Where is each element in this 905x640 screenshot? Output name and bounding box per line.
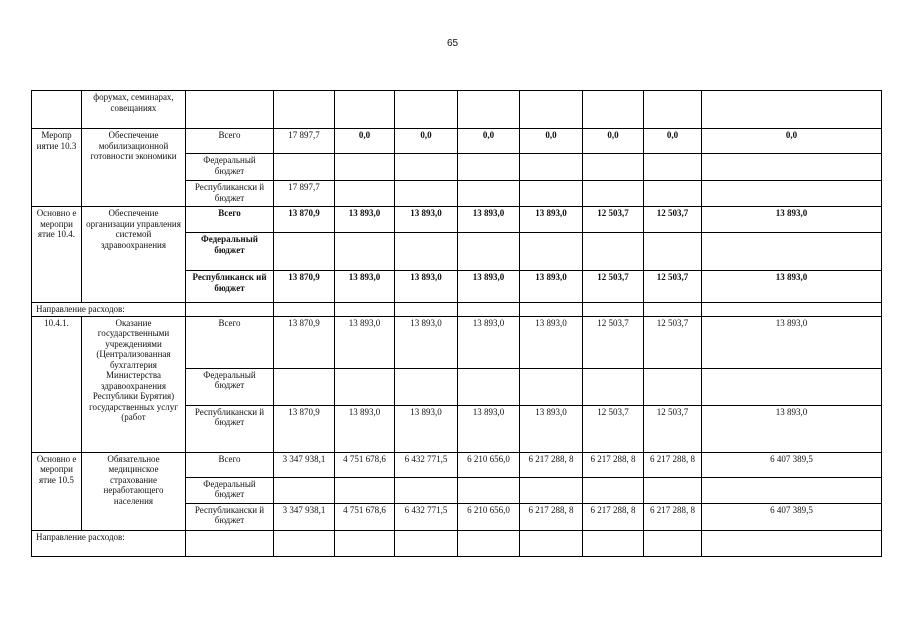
value-cell: 17 897,7: [274, 181, 335, 207]
value-cell: 13 893,0: [458, 271, 520, 303]
value-cell: 13 893,0: [702, 316, 882, 368]
table-row: [32, 303, 882, 317]
value-cell: 0,0: [644, 129, 702, 154]
value-cell: [583, 233, 644, 271]
measure-code: Меропр иятие 10.3: [32, 129, 82, 207]
value-cell: 13 870,9: [274, 316, 335, 368]
source-label: Республикански й бюджет: [186, 503, 274, 530]
value-cell: [458, 154, 520, 181]
value-cell: 13 893,0: [520, 207, 583, 233]
value-cell: [583, 181, 644, 207]
value-cell: 0,0: [335, 129, 395, 154]
value-cell: 6 407 389,5: [702, 503, 882, 530]
value-cell: 12 503,7: [583, 271, 644, 303]
value-cell: [395, 181, 458, 207]
value-cell: 13 893,0: [520, 405, 583, 452]
value-cell: [583, 368, 644, 405]
value-cell: [702, 233, 882, 271]
source-label: Всего: [186, 207, 274, 233]
table-row: [32, 91, 882, 129]
expense-direction-label: Направление расходов:: [32, 303, 186, 317]
value-cell: 6 217 288, 8: [583, 452, 644, 477]
measure-name: Обязательное медицинское страхование неработающего населения: [82, 452, 186, 530]
value-cell: 13 893,0: [702, 207, 882, 233]
value-cell: 6 210 656,0: [458, 452, 520, 477]
value-cell: 6 432 771,5: [395, 452, 458, 477]
table-cell: [458, 91, 520, 129]
table-cell: [583, 303, 644, 317]
value-cell: 6 217 288, 8: [520, 452, 583, 477]
value-cell: 4 751 678,6: [335, 503, 395, 530]
value-cell: 6 407 389,5: [702, 452, 882, 477]
source-label: Республикански й бюджет: [186, 181, 274, 207]
value-cell: [274, 233, 335, 271]
value-cell: [644, 181, 702, 207]
value-cell: [395, 368, 458, 405]
value-cell: [520, 181, 583, 207]
value-cell: 12 503,7: [644, 207, 702, 233]
value-cell: 13 870,9: [274, 271, 335, 303]
table-cell: [335, 91, 395, 129]
budget-table: [31, 90, 882, 557]
value-cell: [583, 477, 644, 503]
value-cell: [644, 154, 702, 181]
measure-code: 10.4.1.: [32, 316, 82, 452]
table-cell: [702, 303, 882, 317]
value-cell: 13 893,0: [395, 271, 458, 303]
value-cell: 13 893,0: [335, 207, 395, 233]
value-cell: [644, 477, 702, 503]
value-cell: 13 893,0: [395, 405, 458, 452]
value-cell: [395, 154, 458, 181]
value-cell: [274, 154, 335, 181]
value-cell: [702, 181, 882, 207]
value-cell: [335, 368, 395, 405]
value-cell: [458, 368, 520, 405]
table-row: [32, 207, 882, 233]
table-cell: [274, 91, 335, 129]
value-cell: [458, 181, 520, 207]
value-cell: 13 893,0: [395, 316, 458, 368]
table-cell: [186, 303, 274, 317]
table-cell: [702, 530, 882, 556]
source-label: Федеральный бюджет: [186, 477, 274, 503]
value-cell: [395, 477, 458, 503]
table-cell: [32, 91, 82, 129]
value-cell: [274, 368, 335, 405]
value-cell: [335, 233, 395, 271]
value-cell: 12 503,7: [583, 405, 644, 452]
value-cell: [644, 233, 702, 271]
table-cell: [644, 530, 702, 556]
value-cell: 12 503,7: [644, 405, 702, 452]
value-cell: 17 897,7: [274, 129, 335, 154]
table-cell: [395, 530, 458, 556]
value-cell: 0,0: [458, 129, 520, 154]
source-label: Всего: [186, 452, 274, 477]
table-cell: [458, 303, 520, 317]
table-cell: [274, 303, 335, 317]
value-cell: 6 432 771,5: [395, 503, 458, 530]
table-cell: [520, 530, 583, 556]
value-cell: [702, 368, 882, 405]
table-cell: [520, 303, 583, 317]
value-cell: [520, 477, 583, 503]
value-cell: 13 870,9: [274, 207, 335, 233]
value-cell: [395, 233, 458, 271]
value-cell: [520, 233, 583, 271]
source-label: Республиканск ий бюджет: [186, 271, 274, 303]
value-cell: 12 503,7: [583, 207, 644, 233]
table-row: [32, 129, 882, 154]
value-cell: [335, 181, 395, 207]
source-label: Федеральный бюджет: [186, 233, 274, 271]
table-cell: [644, 91, 702, 129]
table-cell: [702, 91, 882, 129]
value-cell: 13 893,0: [520, 271, 583, 303]
value-cell: 0,0: [520, 129, 583, 154]
source-label: Федеральный бюджет: [186, 154, 274, 181]
measure-name: Обеспечение организации управления системой здравоохранения: [82, 207, 186, 303]
table-row: [32, 452, 882, 477]
source-label: Всего: [186, 129, 274, 154]
page-number: 65: [446, 38, 459, 49]
value-cell: 6 217 288, 8: [583, 503, 644, 530]
measure-name: Обеспечение мобилизационной готовности экономики: [82, 129, 186, 207]
value-cell: 13 870,9: [274, 405, 335, 452]
value-cell: [458, 477, 520, 503]
table-cell: [583, 530, 644, 556]
value-cell: 12 503,7: [583, 316, 644, 368]
value-cell: 13 893,0: [458, 316, 520, 368]
value-cell: 13 893,0: [395, 207, 458, 233]
value-cell: 4 751 678,6: [335, 452, 395, 477]
measure-name: форумах, семинарах, совещаниях: [82, 91, 186, 129]
value-cell: [458, 233, 520, 271]
source-label: Республикански й бюджет: [186, 405, 274, 452]
table-cell: [458, 530, 520, 556]
table-cell: [395, 303, 458, 317]
value-cell: [335, 477, 395, 503]
value-cell: 0,0: [395, 129, 458, 154]
value-cell: [274, 477, 335, 503]
value-cell: 13 893,0: [335, 316, 395, 368]
value-cell: 13 893,0: [520, 316, 583, 368]
table-cell: [186, 530, 274, 556]
value-cell: 6 217 288, 8: [520, 503, 583, 530]
value-cell: 13 893,0: [458, 207, 520, 233]
table-cell: [335, 303, 395, 317]
value-cell: 0,0: [702, 129, 882, 154]
value-cell: [520, 154, 583, 181]
table-cell: [274, 530, 335, 556]
table-cell: [186, 91, 274, 129]
value-cell: [335, 154, 395, 181]
value-cell: 13 893,0: [702, 405, 882, 452]
source-label: Всего: [186, 316, 274, 368]
value-cell: [644, 368, 702, 405]
table-cell: [335, 530, 395, 556]
measure-code: Основно е меропри ятие 10.5: [32, 452, 82, 530]
measure-name: Оказание государственными учреждениями (Централизованная бухгалтерия Министерства здравоохранения Республики Бурятия) государственных услуг (работ: [82, 316, 186, 452]
table-cell: [644, 303, 702, 317]
table-row: [32, 316, 882, 368]
table-cell: [520, 91, 583, 129]
value-cell: 6 217 288, 8: [644, 503, 702, 530]
value-cell: [702, 154, 882, 181]
value-cell: 0,0: [583, 129, 644, 154]
value-cell: [583, 154, 644, 181]
value-cell: 13 893,0: [702, 271, 882, 303]
table-cell: [395, 91, 458, 129]
table-cell: [583, 91, 644, 129]
value-cell: 12 503,7: [644, 316, 702, 368]
expense-direction-label: Направление расходов:: [32, 530, 186, 556]
value-cell: 3 347 938,1: [274, 452, 335, 477]
value-cell: 13 893,0: [335, 271, 395, 303]
value-cell: [702, 477, 882, 503]
measure-code: Основно е меропри ятие 10.4.: [32, 207, 82, 303]
table-row: [32, 530, 882, 556]
value-cell: 13 893,0: [458, 405, 520, 452]
value-cell: 12 503,7: [644, 271, 702, 303]
value-cell: 3 347 938,1: [274, 503, 335, 530]
value-cell: 6 217 288, 8: [644, 452, 702, 477]
value-cell: 6 210 656,0: [458, 503, 520, 530]
value-cell: 13 893,0: [335, 405, 395, 452]
value-cell: [520, 368, 583, 405]
source-label: Федеральный бюджет: [186, 368, 274, 405]
